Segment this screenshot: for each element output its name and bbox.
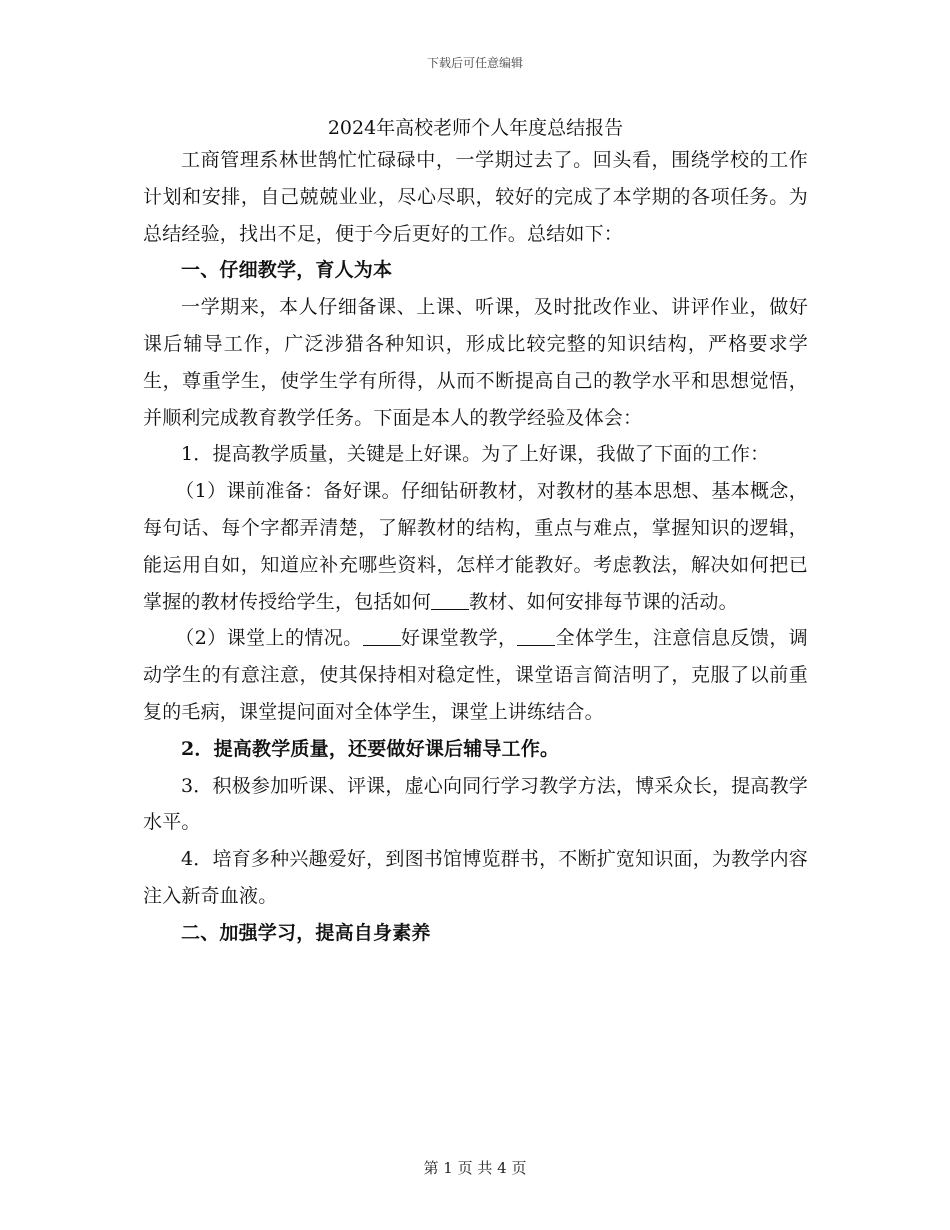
section-1-paragraph: 一学期来，本人仔细备课、上课、听课，及时批改作业、讲评作业，做好课后辅导工作，广泛涉猎各种知识，形成比较完整的知识结构，严格要求学生，尊重学生，使学生学有所得，从而不断提高自己的教学水平和思想觉悟，并顺利完成教育教学任务。下面是本人的教学经验及体会： xyxy=(143,296,808,429)
sub-item-2-paragraph xyxy=(143,620,808,730)
section-2-heading: 二、加强学习，提高自身素养 xyxy=(181,921,431,944)
fill-in-blank xyxy=(517,626,555,646)
item-4-paragraph: 4．培育多种兴趣爱好，到图书馆博览群书，不断扩宽知识面，为教学内容注入新奇血液。 xyxy=(143,848,808,907)
sub-item-1-text-b: 教材、如何安排每节课的活动。 xyxy=(469,590,738,613)
fill-in-blank xyxy=(431,590,469,610)
sub-item-1-text-a: （1）课前准备：备好课。仔细钻研教材，对教材的基本思想、基本概念，每句话、每个字都弄清楚，了解教材的结构，重点与难点，掌握知识的逻辑，能运用自如，知道应补充哪些资料，怎样才能教好。考虑教法，解决如何把已掌握的教材传授给学生，包括如何 xyxy=(143,480,808,613)
item-3-paragraph: 3．积极参加听课、评课，虚心向同行学习教学方法，博采众长，提高教学水平。 xyxy=(143,774,808,834)
document-title: 2024年高校老师个人年度总结报告 xyxy=(327,117,624,139)
page-footer-number: 第 1 页 共 4 页 xyxy=(423,1159,527,1177)
sub-item-2-text-b: 好课堂教学， xyxy=(400,627,518,650)
sub-item-2-text-a: （2）课堂上的情况。 xyxy=(175,627,363,650)
page-header-note: 下载后可任意编辑 xyxy=(426,56,523,70)
sub-item-2-text-c: 全体学生，注意信息反馈，调动学生的有意注意，使其保持相对稳定性，课堂语言简洁明了，克服了以前重复的毛病，课堂提问面对全体学生，课堂上讲练结合。 xyxy=(143,627,808,723)
intro-paragraph: 工商管理系林世鹄忙忙碌碌中，一学期过去了。回头看，围绕学校的工作计划和安排，自己兢兢业业，尽心尽职，较好的完成了本学期的各项任务。为总结经验，找出不足，便于今后更好的工作。总结如下： xyxy=(143,149,808,245)
section-1-heading: 一、仔细教学，育人为本 xyxy=(181,259,393,282)
item-2-heading: 2．提高教学质量，还要做好课后辅导工作。 xyxy=(181,737,560,760)
document-body xyxy=(143,114,808,952)
fill-in-blank xyxy=(363,626,401,646)
sub-item-1-paragraph xyxy=(143,473,808,620)
item-1-paragraph: 1．提高教学质量，关键是上好课。为了上好课，我做了下面的工作： xyxy=(181,443,770,466)
